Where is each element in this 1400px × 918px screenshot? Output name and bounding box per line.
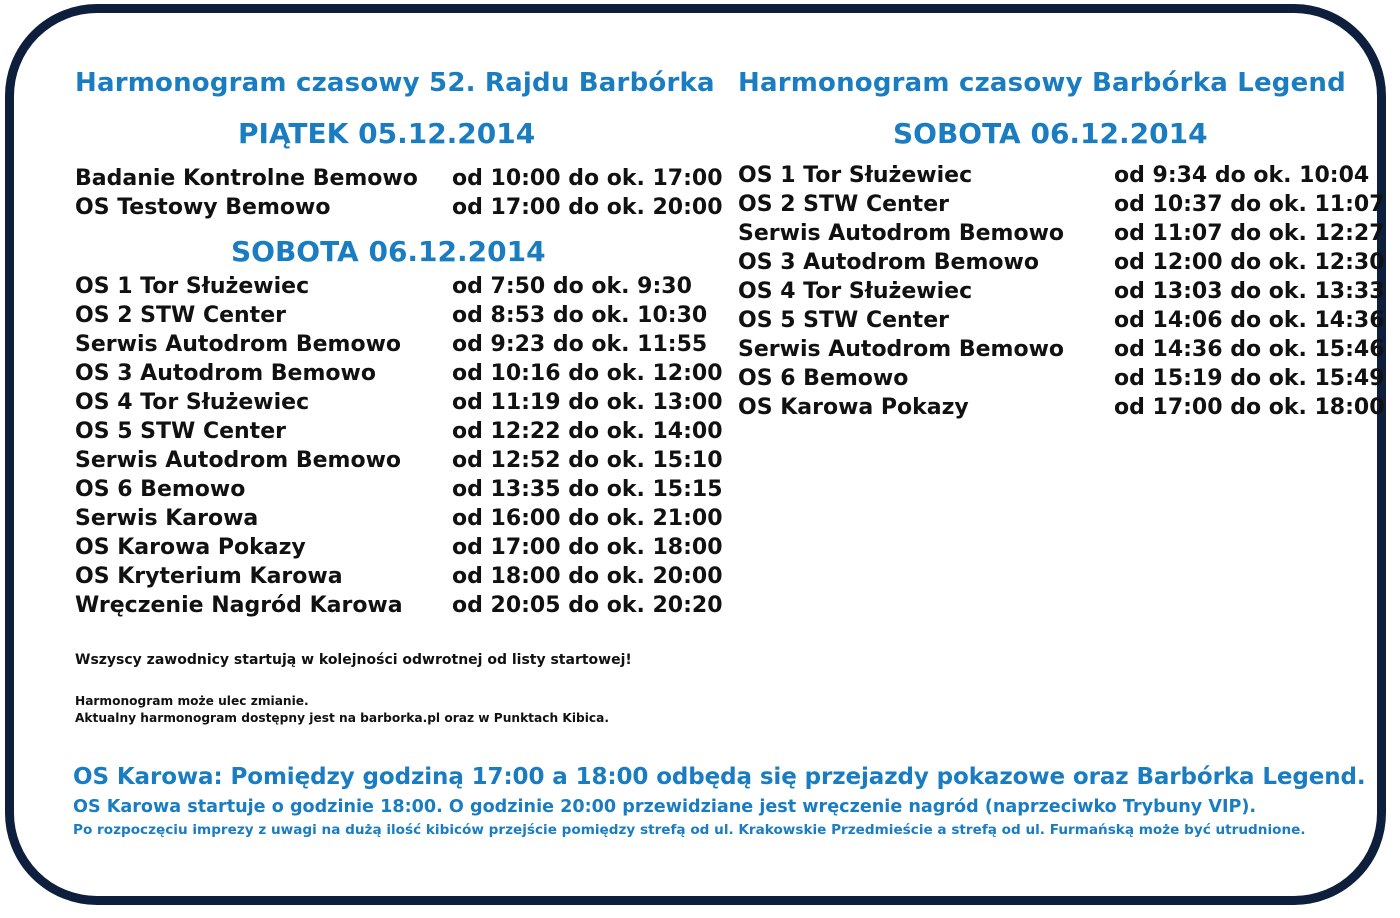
- stage-time: od 12:52 do ok. 15:10: [452, 448, 723, 473]
- karowa-info-line-3: Po rozpoczęciu imprezy z uwagi na dużą ilość kibiców przejście pomiędzy strefą od ul. Krakowskie Przedmieście a strefą od ul. Furmańską może być utrudnione.: [73, 822, 1306, 838]
- stage-time: od 14:36 do ok. 15:46: [1114, 337, 1385, 362]
- stage-name: Wręczenie Nagród Karowa: [75, 593, 403, 618]
- stage-name: OS Testowy Bemowo: [75, 195, 331, 220]
- stage-name: OS 1 Tor Służewiec: [75, 274, 310, 299]
- stage-time: od 13:35 do ok. 15:15: [452, 477, 723, 502]
- stage-time: od 18:00 do ok. 20:00: [452, 564, 723, 589]
- schedule-row: [75, 359, 723, 388]
- stage-name: OS 2 STW Center: [75, 303, 286, 328]
- schedule-row: [75, 330, 715, 359]
- stage-name: OS Karowa Pokazy: [738, 395, 969, 420]
- left-saturday-heading: SOBOTA 06.12.2014: [231, 235, 546, 268]
- stage-name: OS 6 Bemowo: [738, 366, 909, 391]
- schedule-row: [75, 193, 723, 222]
- stage-name: Serwis Autodrom Bemowo: [75, 448, 402, 473]
- rally-schedule-title: Harmonogram czasowy 52. Rajdu Barbórka: [75, 68, 715, 98]
- stage-name: OS 2 STW Center: [738, 192, 949, 217]
- left-saturday-schedule-list: [75, 272, 723, 620]
- stage-time: od 9:23 do ok. 11:55: [452, 332, 708, 357]
- stage-name: Serwis Autodrom Bemowo: [738, 221, 1065, 246]
- schedule-row: [738, 190, 1385, 219]
- schedule-row: [75, 533, 723, 562]
- schedule-row: [75, 388, 723, 417]
- stage-name: Serwis Autodrom Bemowo: [75, 332, 402, 357]
- schedule-may-change-note: Harmonogram może ulec zmianie.: [75, 694, 309, 708]
- stage-name: OS 5 STW Center: [75, 419, 286, 444]
- current-schedule-note: Aktualny harmonogram dostępny jest na barborka.pl oraz w Punktach Kibica.: [75, 711, 609, 725]
- friday-heading: PIĄTEK 05.12.2014: [238, 117, 536, 150]
- schedule-row: [75, 164, 723, 193]
- schedule-row: [75, 475, 723, 504]
- legend-schedule-title: Harmonogram czasowy Barbórka Legend: [738, 68, 1346, 98]
- schedule-row: [75, 272, 715, 301]
- schedule-row: [738, 277, 1385, 306]
- stage-name: OS 3 Autodrom Bemowo: [75, 361, 376, 386]
- stage-time: od 17:00 do ok. 18:00: [1114, 395, 1385, 420]
- stage-name: OS 6 Bemowo: [75, 477, 246, 502]
- friday-schedule-list: [75, 164, 723, 222]
- stage-time: od 15:19 do ok. 15:49: [1114, 366, 1385, 391]
- karowa-info-line-2: OS Karowa startuje o godzinie 18:00. O godzinie 20:00 przewidziane jest wręczenie nagród (naprzeciwko Trybuny VIP).: [73, 797, 1257, 817]
- right-saturday-heading: SOBOTA 06.12.2014: [893, 117, 1208, 150]
- stage-time: od 8:53 do ok. 10:30: [452, 303, 708, 328]
- karowa-info-line-1: OS Karowa: Pomiędzy godziną 17:00 a 18:00 odbędą się przejazdy pokazowe oraz Barbórka Legend.: [73, 764, 1366, 790]
- schedule-row: [75, 562, 723, 591]
- stage-name: Serwis Autodrom Bemowo: [738, 337, 1065, 362]
- schedule-row: [738, 161, 1368, 190]
- stage-time: od 17:00 do ok. 20:00: [452, 195, 723, 220]
- schedule-row: [75, 504, 723, 533]
- stage-time: od 9:34 do ok. 10:04: [1114, 163, 1370, 188]
- stage-name: Badanie Kontrolne Bemowo: [75, 166, 418, 191]
- stage-time: od 20:05 do ok. 20:20: [452, 593, 723, 618]
- schedule-row: [75, 446, 723, 475]
- schedule-row: [738, 364, 1385, 393]
- schedule-row: [738, 335, 1385, 364]
- stage-name: OS Karowa Pokazy: [75, 535, 306, 560]
- stage-time: od 13:03 do ok. 13:33: [1114, 279, 1385, 304]
- stage-name: OS 4 Tor Służewiec: [738, 279, 973, 304]
- schedule-row: [738, 393, 1385, 422]
- stage-time: od 12:00 do ok. 12:30: [1114, 250, 1385, 275]
- stage-time: od 11:07 do ok. 12:27: [1114, 221, 1385, 246]
- stage-time: od 11:19 do ok. 13:00: [452, 390, 723, 415]
- stage-time: od 14:06 do ok. 14:36: [1114, 308, 1385, 333]
- stage-time: od 10:37 do ok. 11:07: [1114, 192, 1385, 217]
- schedule-row: [738, 219, 1385, 248]
- stage-name: OS 4 Tor Służewiec: [75, 390, 310, 415]
- schedule-row: [75, 591, 723, 620]
- stage-name: Serwis Karowa: [75, 506, 259, 531]
- stage-time: od 7:50 do ok. 9:30: [452, 274, 692, 299]
- stage-time: od 16:00 do ok. 21:00: [452, 506, 723, 531]
- stage-time: od 12:22 do ok. 14:00: [452, 419, 723, 444]
- schedule-row: [738, 306, 1385, 335]
- stage-time: od 17:00 do ok. 18:00: [452, 535, 723, 560]
- stage-time: od 10:00 do ok. 17:00: [452, 166, 723, 191]
- stage-time: od 10:16 do ok. 12:00: [452, 361, 723, 386]
- schedule-row: [75, 301, 715, 330]
- reverse-order-note: Wszyscy zawodnicy startują w kolejności odwrotnej od listy startowej!: [75, 652, 632, 668]
- schedule-row: [75, 417, 723, 446]
- stage-name: OS 1 Tor Służewiec: [738, 163, 973, 188]
- stage-name: OS Kryterium Karowa: [75, 564, 343, 589]
- right-saturday-schedule-list: [738, 161, 1385, 422]
- stage-name: OS 5 STW Center: [738, 308, 949, 333]
- schedule-row: [738, 248, 1385, 277]
- stage-name: OS 3 Autodrom Bemowo: [738, 250, 1039, 275]
